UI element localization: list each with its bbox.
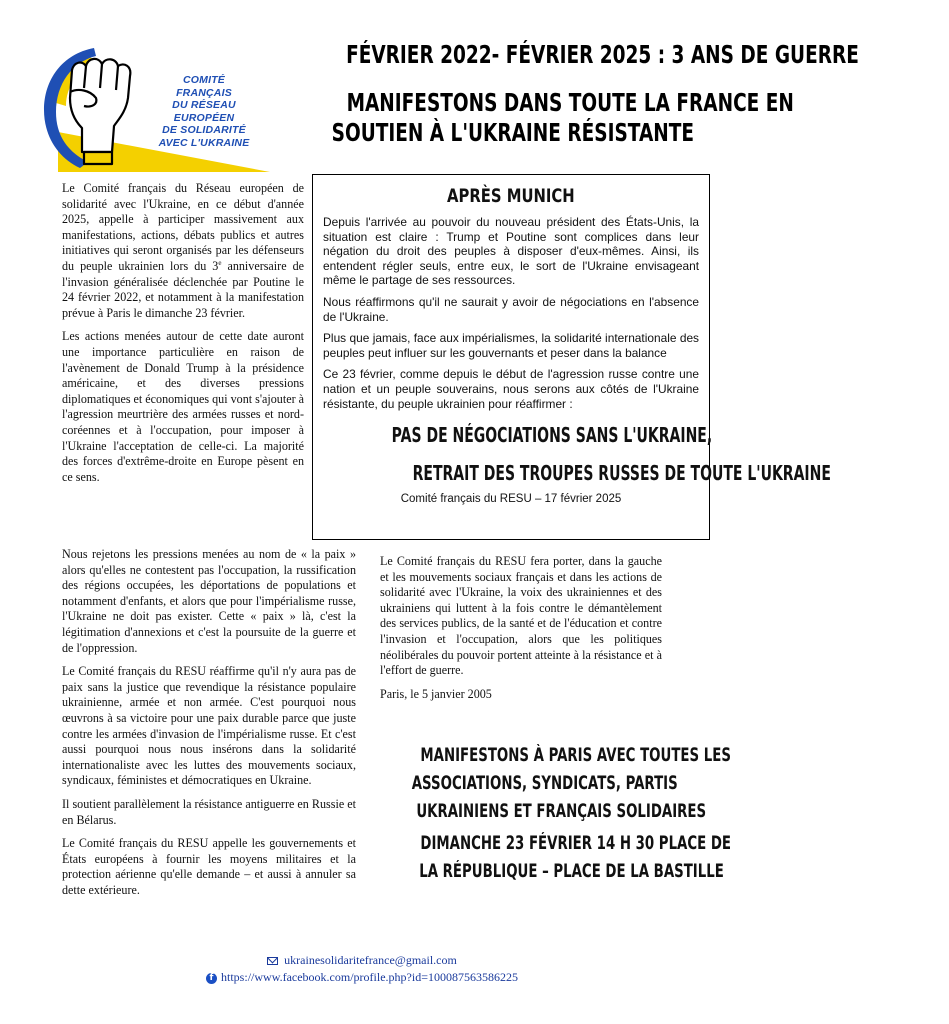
headline-dates: [256, 40, 859, 69]
event-line: DIMANCHE 23 FÉVRIER 14 H 30 PLACE DE: [420, 833, 732, 854]
event-line: LA RÉPUBLIQUE – PLACE DE LA BASTILLE: [419, 861, 724, 882]
headline-call-2: [268, 118, 724, 147]
logo-line: AVEC L'UKRAINE: [158, 136, 250, 149]
box-demand-2: RETRAIT DES TROUPES RUSSES DE TOUTE L'UKRAINE: [412, 461, 831, 486]
footer-facebook-row: [0, 969, 724, 986]
email-link[interactable]: ukrainesolidaritefrance@gmail.com: [284, 953, 457, 967]
paragraph: Le Comité français du RESU appelle les gouvernements et États européens à fournir les moyens militaires et la protection aérienne qu'elle demande – et aussi à annuler sa dette extérieure.: [62, 836, 356, 897]
committee-logo: [38, 40, 270, 174]
logo-line: COMITÉ: [182, 74, 226, 86]
headline-text: SOUTIEN À L'UKRAINE RÉSISTANTE: [331, 118, 695, 147]
call-line: MANIFESTONS À PARIS AVEC TOUTES LES: [420, 745, 731, 766]
paragraph: Il soutient parallèlement la résistance antiguerre en Russie et en Bélarus.: [62, 796, 356, 827]
date-line: Paris, le 5 janvier 2005: [380, 686, 492, 701]
facebook-link[interactable]: https://www.facebook.com/profile.php?id=100087563586225: [221, 970, 518, 984]
call-line: UKRAINIENS ET FRANÇAIS SOLIDAIRES: [416, 801, 707, 822]
left-column-lower: [62, 547, 356, 906]
call-to-action: [360, 742, 731, 826]
box-signature: Comité français du RESU – 17 février 2025: [400, 493, 622, 506]
logo-line: EUROPÉEN: [173, 111, 235, 124]
box-paragraph: Ce 23 février, comme depuis le début de l'agression russe contre une nation et un peuple souverains, nous serons aux côtés de l'Ukraine résistante, du peuple ukrainien pour réaffirmer :: [323, 367, 699, 411]
paragraph: Le Comité français du Réseau européen de solidarité avec l'Ukraine, en ce début d'année 2025, appelle à participer massivement aux manifestations, actions, débats publics et autres initiatives qui seront organisés par les défenseurs du peuple ukrainien lors du 3e anniversaire de l'invasion généralisée déclenchée par Poutine le 24 février 2022, et notamment à la manifestation prévue à Paris le dimanche 23 février.: [62, 181, 304, 320]
logo-line: FRANÇAIS: [176, 86, 232, 99]
box-paragraph: Nous réaffirmons qu'il ne saurait y avoir de négociations en l'absence de l'Ukraine.: [323, 294, 699, 324]
box-demand-1: PAS DE NÉGOCIATIONS SANS L'UKRAINE,: [391, 423, 713, 448]
left-column: [62, 181, 304, 493]
right-column: [380, 554, 662, 710]
logo-line: DU RÉSEAU: [172, 99, 236, 111]
paragraph: Le Comité français du RESU réaffirme qu'il n'y aura pas de paix sans la justice que revendique la résistance populaire ukrainienne, armée et non armée. C'est pourquoi nous œuvrons à sa victoire pour une paix durable parce que juste contre les armées d'invasion de l'impérialisme russe. Et c'est aussi pourquoi nous nous insérons dans la solidarité internationaliste avec les luttes des mouvements sociaux, syndicaux, féministes et démocratiques en Ukraine.: [62, 664, 356, 788]
paragraph: Le Comité français du RESU fera porter, dans la gauche et les mouvements sociaux français et dans les actions de solidarité avec l'Ukraine, la voix des ukrainiennes et des ukrainiens qui luttent à la fois contre le démantèlement des services publics, de la santé et de l'éducation et contre l'invasion et l'occupation, alors que les politiques néolibérales du pouvoir portent atteinte à la résistance et à l'effort de guerre.: [380, 554, 662, 678]
mail-icon: [267, 957, 278, 965]
call-line: ASSOCIATIONS, SYNDICATS, PARTIS: [411, 773, 678, 794]
footer: [0, 952, 724, 986]
headline-text: MANIFESTONS DANS TOUTE LA FRANCE EN: [346, 88, 794, 117]
box-paragraph: Plus que jamais, face aux impérialismes, la solidarité internationale des peuples peut influer sur les gouvernants et peser dans la balance: [323, 331, 699, 360]
paragraph: Les actions menées autour de cette date auront une importance particulière en raison de l'avènement de Donald Trump à la présidence américaine, et des diverses pressions diplomatiques et économiques qui vont s'ajouter à l'agression meurtrière des armées russes et nord-coréennes et à l'occupation, pour imposer à l'Ukraine l'acceptation de celle-ci. La majorité des forces d'extrême-droite en Europe pèsent en ce sens.: [62, 329, 304, 484]
paragraph: Nous rejetons les pressions menées au nom de « la paix » alors qu'elles ne contestent pas l'occupation, la russification des régions occupées, les déportations de populations et notamment d'enfants, et alors que pour l'impérialisme russe, l'Ukraine ne doit pas exister. Cette « paix » là, c'est la légitimation d'annexions et c'est la poursuite de la guerre et de l'oppression.: [62, 547, 356, 655]
footer-email-row: [0, 952, 724, 969]
box-paragraph: Depuis l'arrivée au pouvoir du nouveau président des États-Unis, la situation est claire : Trump et Poutine sont complices dans leur négation du droit des peuples à disposer d'eux-mêmes. Ainsi, ils entendent régler seuls, entre eux, le sort de l'Ukraine envisageant même le partage de ses ressources.: [323, 215, 699, 288]
event-details: [360, 830, 732, 886]
statement-box: [312, 174, 831, 540]
logo-line: DE SOLIDARITÉ: [162, 124, 246, 136]
headline-call: [268, 88, 794, 117]
headline-text: FÉVRIER 2022- FÉVRIER 2025 : 3 ANS DE GUERRE: [346, 40, 859, 69]
facebook-icon: f: [206, 973, 217, 984]
box-title: APRÈS MUNICH: [447, 185, 575, 207]
logo-text: [134, 74, 274, 149]
